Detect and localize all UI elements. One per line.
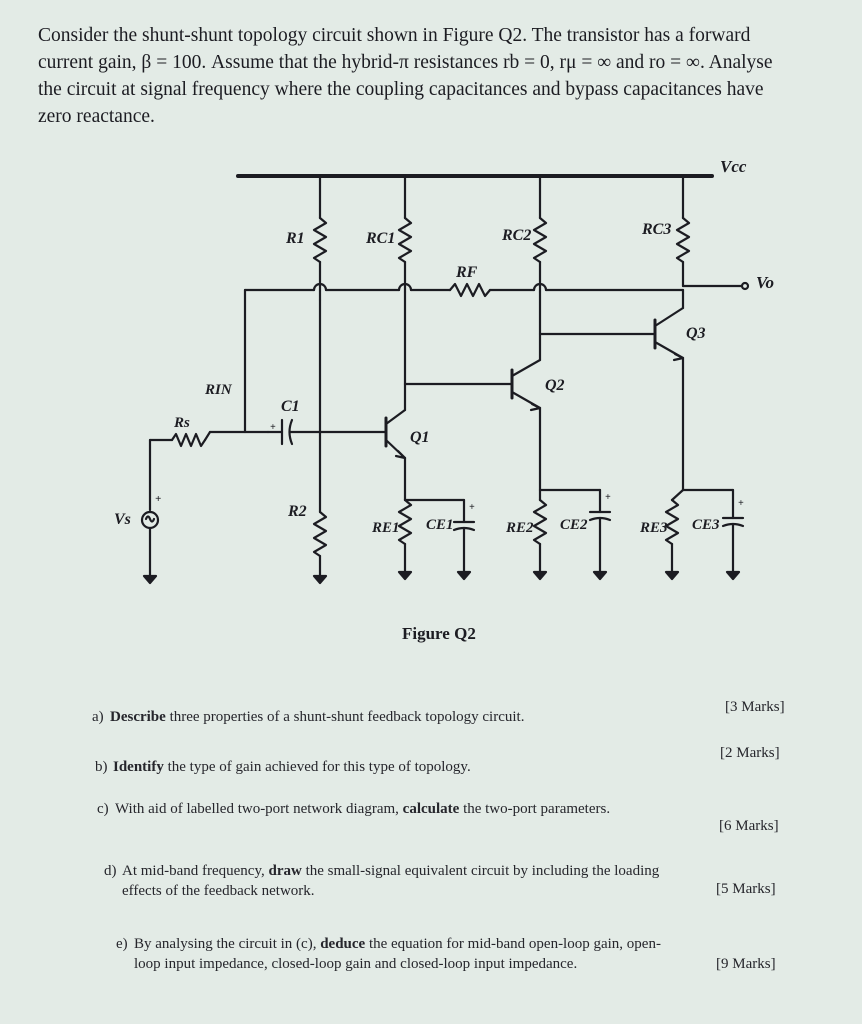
svg-text:+: + — [270, 422, 276, 433]
question-c-label: c) — [97, 801, 109, 817]
question-c-text: the two-port parameters. — [459, 801, 611, 817]
question-b-marks: [2 Marks] — [720, 745, 780, 761]
q1-transistor — [386, 384, 405, 458]
r1-label: R1 — [286, 230, 305, 247]
q3-label: Q3 — [686, 325, 706, 342]
question-a-text: three properties of a shunt-shunt feedback topology circuit. — [165, 709, 525, 725]
c1-label: C1 — [281, 398, 300, 415]
figure-caption: Figure Q2 — [402, 624, 476, 643]
q3-transistor — [655, 290, 683, 360]
intro-line-2: current gain, β = 100. Assume that the hybrid-π resistances rb = 0, rμ = ∞ and ro = ∞. Analyse — [38, 52, 773, 73]
question-d-label: d) — [104, 863, 117, 879]
q1-label: Q1 — [410, 429, 430, 446]
question-d-pre: At mid-band frequency, — [122, 863, 269, 879]
question-d-verb: draw — [268, 863, 302, 879]
question-c-marks: [6 Marks] — [719, 818, 779, 834]
question-d-text-2: effects of the feedback network. — [122, 883, 315, 899]
question-e-marks: [9 Marks] — [716, 956, 776, 972]
re2-label: RE2 — [506, 520, 534, 536]
vcc-label: Vcc — [720, 157, 747, 176]
question-d-marks: [5 Marks] — [716, 881, 776, 897]
rs-label: Rs — [174, 415, 190, 431]
rc1-label: RC1 — [366, 230, 396, 247]
q2-transistor — [512, 292, 540, 410]
rc2-label: RC2 — [502, 227, 532, 244]
svg-text:+: + — [738, 498, 744, 509]
question-a — [92, 699, 804, 729]
rf-resistor — [450, 284, 490, 296]
question-e-pre: By analysing the circuit in (c), — [134, 936, 321, 952]
question-e — [116, 934, 806, 978]
svg-text:+: + — [605, 492, 611, 503]
q2-label: Q2 — [545, 377, 565, 394]
question-c-verb: calculate — [402, 801, 460, 817]
question-a-verb: Describe — [110, 709, 166, 725]
question-b-verb: Identify — [113, 759, 164, 775]
vs-label: Vs — [114, 511, 131, 528]
ce2-label: CE2 — [560, 517, 588, 533]
ce1-label: CE1 — [426, 517, 454, 533]
rin-label: RIN — [205, 382, 232, 398]
question-b-text: the type of gain achieved for this type of topology. — [163, 759, 471, 775]
re3-resistor — [666, 500, 678, 544]
intro-line-1: Consider the shunt-shunt topology circuit shown in Figure Q2. The transistor has a forward — [38, 25, 751, 46]
question-d-text: the small-signal equivalent circuit by including the loading — [301, 863, 660, 879]
re1-resistor — [399, 500, 411, 544]
question-b-label: b) — [95, 759, 108, 775]
question-b — [95, 745, 807, 779]
vo-terminal — [742, 283, 748, 289]
re3-label: RE3 — [640, 520, 668, 536]
question-d — [104, 861, 804, 905]
vo-label: Vo — [756, 273, 774, 292]
rf-label: RF — [456, 264, 478, 281]
question-e-text: the equation for mid-band open-loop gain, open- — [365, 936, 661, 952]
rs-resistor — [172, 434, 205, 446]
re1-label: RE1 — [372, 520, 400, 536]
svg-text:+: + — [155, 493, 162, 505]
ce3-label: CE3 — [692, 517, 720, 533]
question-a-marks: [3 Marks] — [725, 699, 785, 715]
question-c-pre: With aid of labelled two-port network diagram, — [115, 801, 403, 817]
r1-resistor — [314, 218, 326, 262]
question-a-label: a) — [92, 709, 104, 725]
question-e-verb: deduce — [320, 936, 366, 952]
question-e-label: e) — [116, 936, 128, 952]
svg-text:+: + — [469, 502, 475, 513]
rc2-resistor — [534, 218, 546, 262]
intro-line-4: zero reactance. — [38, 106, 155, 127]
rc1-resistor — [399, 218, 411, 262]
r2-resistor — [314, 512, 326, 556]
question-c — [97, 799, 809, 843]
rc3-resistor — [677, 218, 689, 262]
r2-label: R2 — [288, 503, 307, 520]
re2-resistor — [534, 500, 546, 544]
question-e-text-2: loop input impedance, closed-loop gain and closed-loop input impedance. — [134, 956, 578, 972]
rc3-label: RC3 — [642, 221, 672, 238]
intro-line-3: the circuit at signal frequency where the coupling capacitances and bypass capacitances have — [38, 79, 764, 100]
